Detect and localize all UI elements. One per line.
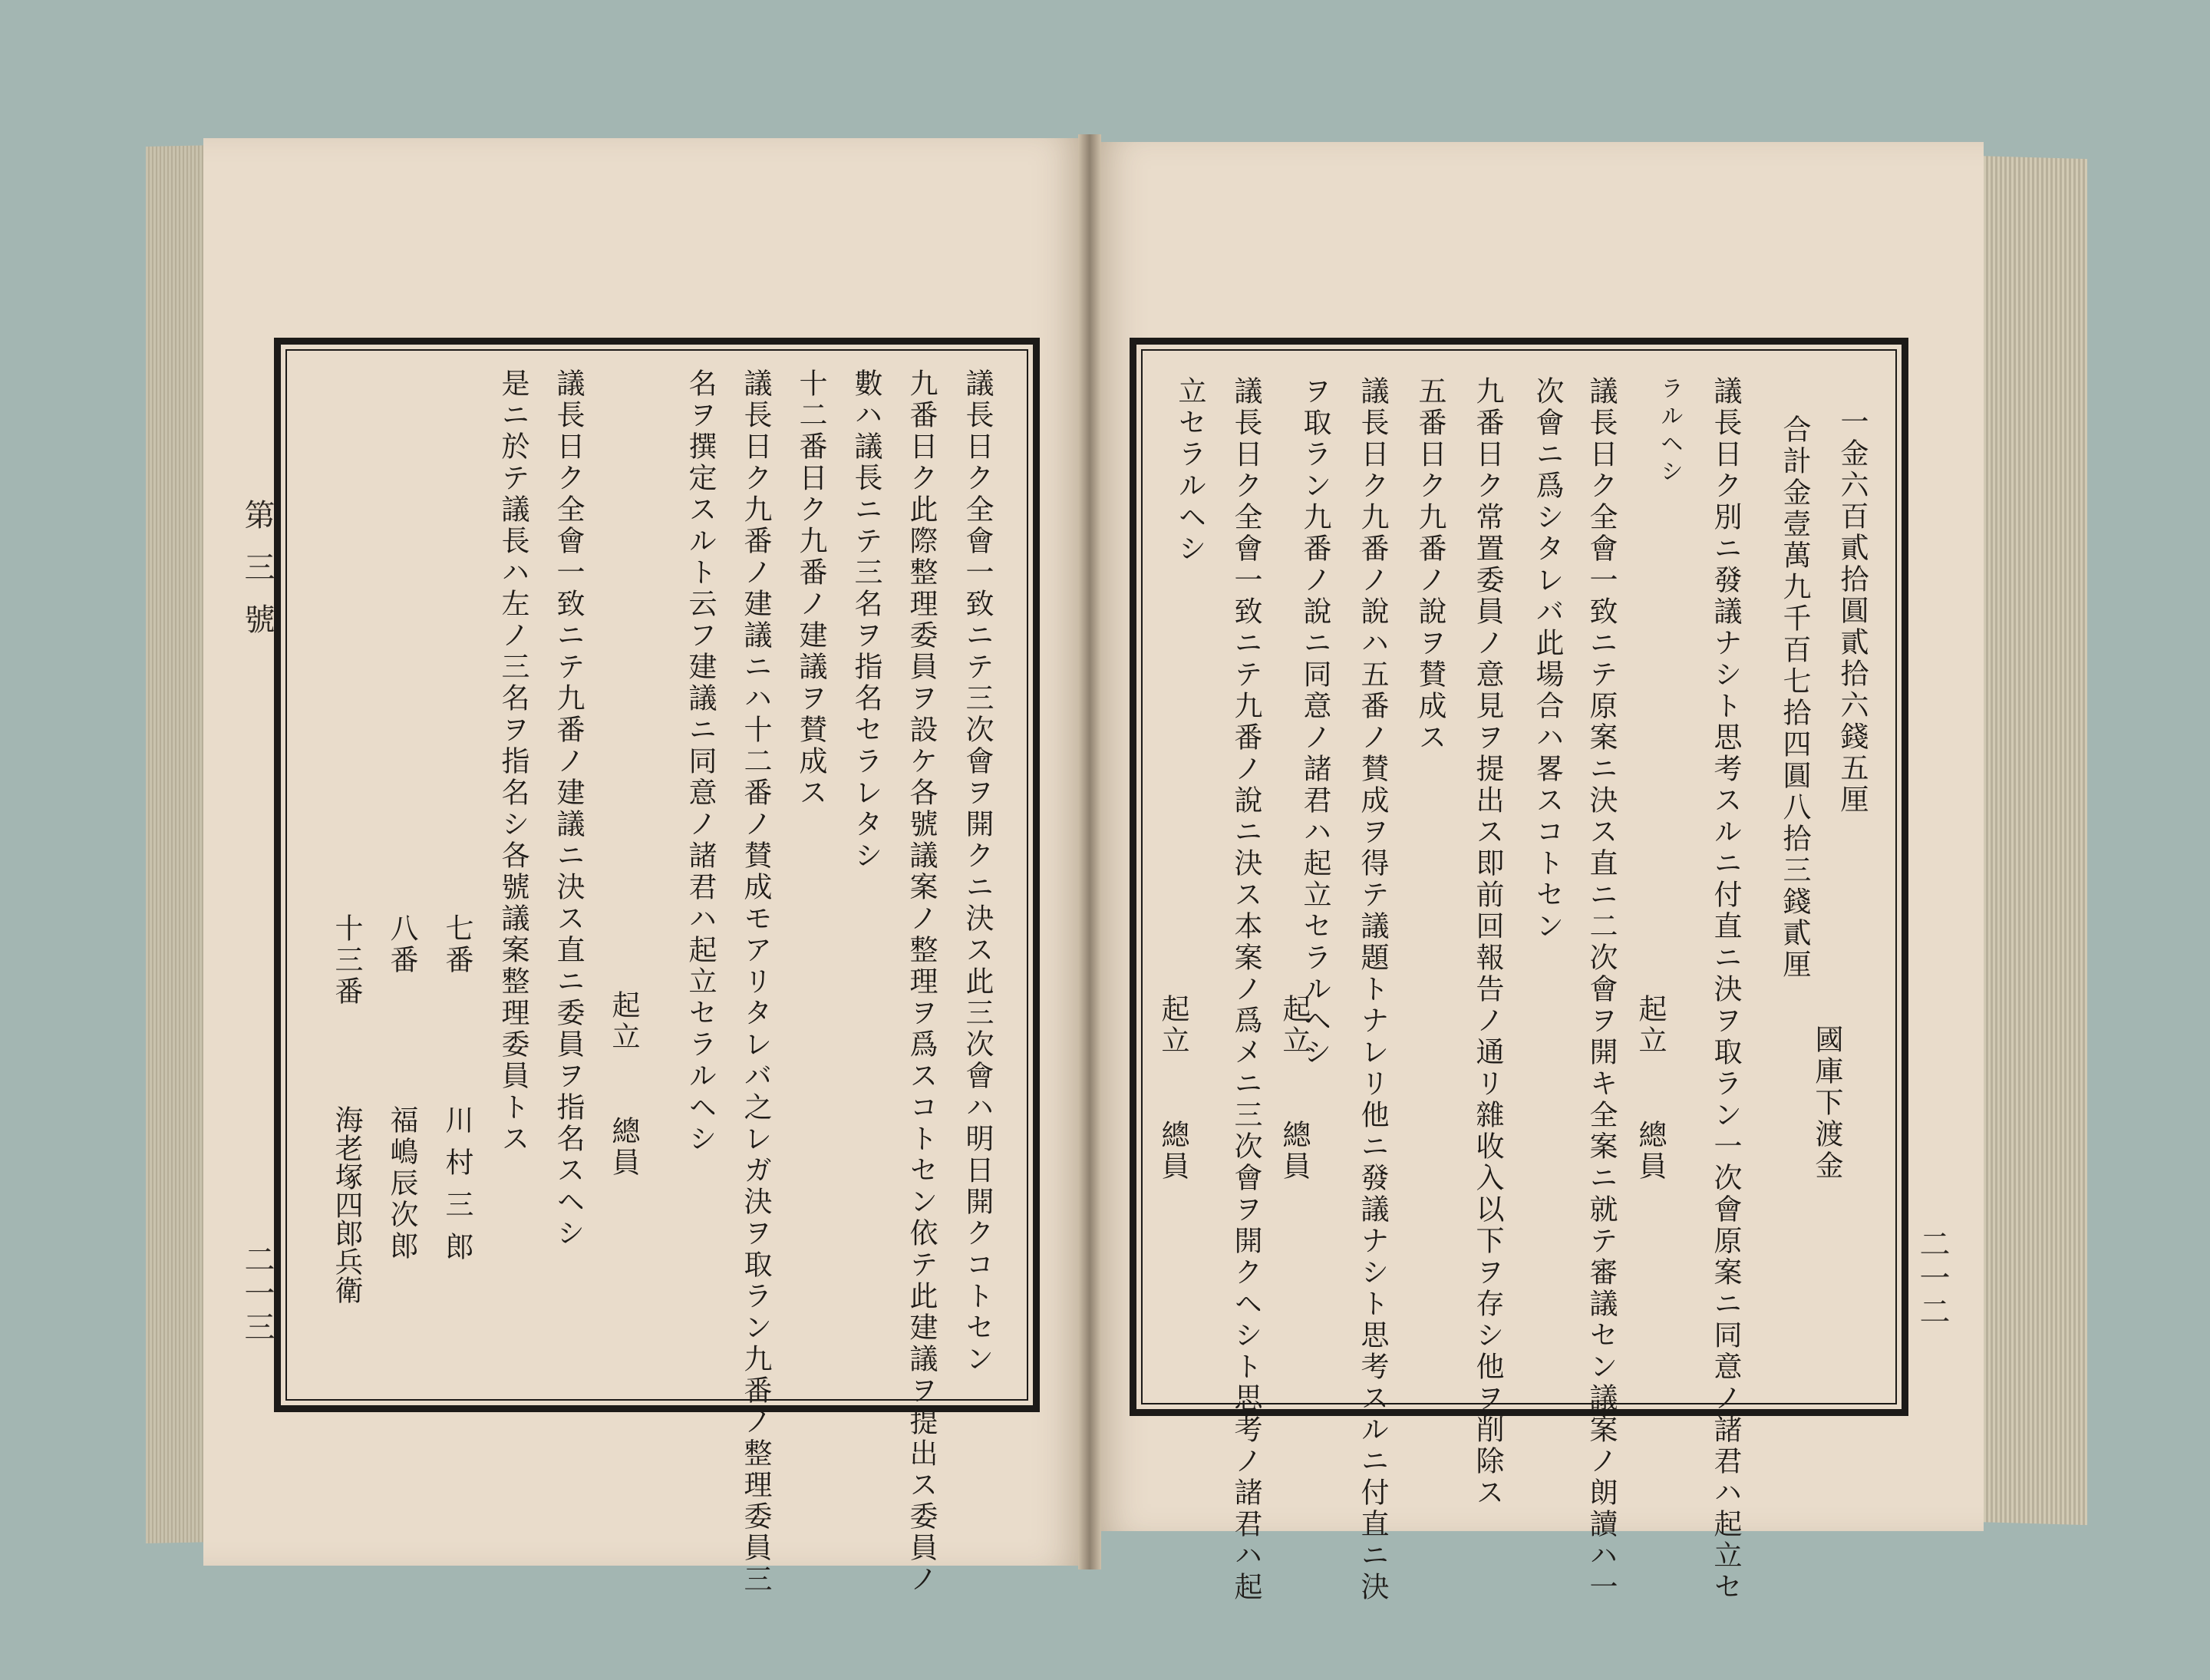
member-number-1: 七番 — [440, 913, 473, 976]
page-edges-right — [1972, 156, 2087, 1525]
member-number-3: 十三番 — [330, 913, 363, 1008]
left-column-5: 議長日ク九番ノ建議ニハ十二番ノ賛成モアリタレバ之レガ決ヲ取ラン九番ノ整理委員三 — [739, 368, 772, 1596]
left-column-4: 十二番日ク九番ノ建議ヲ賛成ス — [794, 368, 827, 809]
right-standing-vote-3: 起立 總員 — [1156, 994, 1189, 1183]
right-column-14: 議長日ク全會一致ニテ九番ノ說ニ決ス本案ノ爲メニ三次會ヲ開クヘシト思考ノ諸君ハ起 — [1229, 376, 1262, 1603]
book-gutter — [1078, 134, 1101, 1569]
right-column-10: 五番日ク九番ノ說ヲ賛成ス — [1413, 376, 1446, 754]
member-name-2: 福嶋辰次郎 — [385, 1105, 418, 1262]
right-column-4: 議長日ク別ニ發議ナシト思考スルニ付直ニ決ヲ取ラン一次會原案ニ同意ノ諸君ハ起立セ — [1709, 376, 1742, 1603]
national-treasury-grant: 國庫下渡金 — [1810, 1025, 1843, 1182]
member-name-3: 海老塚四郎兵衛 — [330, 1105, 363, 1304]
right-column-12: ヲ取ラン九番ノ說ニ同意ノ諸君ハ起立セラルヘシ — [1298, 376, 1331, 1068]
right-column-15: 立セラルヘシ — [1173, 376, 1206, 565]
left-column-9: 是ニ於テ議長ハ左ノ三名ヲ指名シ各號議案整理委員トス — [496, 368, 529, 1155]
right-standing-vote-1: 起立 總員 — [1634, 994, 1667, 1183]
right-folio: 二一二 — [1915, 1228, 1950, 1329]
right-column-2: 合計金壹萬九千百七拾四圓八拾三錢貳厘 — [1778, 414, 1811, 981]
right-column-5: ラルヘシ — [1656, 376, 1683, 487]
left-standing-vote: 起立 總員 — [607, 990, 640, 1179]
issue-title: 第三號 — [239, 499, 275, 655]
right-column-9: 九番日ク常置委員ノ意見ヲ提出ス即前回報告ノ通リ雜收入以下ヲ存シ他ヲ削除ス — [1471, 376, 1504, 1509]
member-number-2: 八番 — [385, 913, 418, 976]
member-name-1: 川村三郎 — [440, 1105, 473, 1274]
right-column-1: 一金六百貳拾圓貳拾六錢五厘 — [1836, 407, 1869, 816]
left-column-8: 議長日ク全會一致ニテ九番ノ建議ニ決ス直ニ委員ヲ指名スヘシ — [552, 368, 585, 1249]
right-standing-vote-2: 起立 總員 — [1278, 994, 1311, 1183]
right-column-7: 議長日ク全會一致ニテ原案ニ決ス直ニ二次會ヲ開キ全案ニ就テ審議セン議案ノ朗讀ハ一 — [1585, 376, 1618, 1603]
left-folio: 二一三 — [239, 1243, 275, 1345]
right-column-11: 議長日ク九番ノ說ハ五番ノ賛成ヲ得テ議題トナレリ他ニ發議ナシト思考スルニ付直ニ決 — [1356, 376, 1389, 1603]
left-column-3: 數ハ議長ニテ三名ヲ指名セラレタシ — [849, 368, 882, 872]
left-column-1: 議長日ク全會一致ニテ三次會ヲ開クニ決ス此三次會ハ明日開クコトセン — [961, 368, 994, 1375]
left-column-6: 名ヲ撰定スルト云フ建議ニ同意ノ諸君ハ起立セラルヘシ — [684, 368, 717, 1155]
left-column-2: 九番日ク此際整理委員ヲ設ケ各號議案ノ整理ヲ爲スコトセン依テ此建議ヲ提出ス委員ノ — [905, 368, 938, 1596]
right-column-8: 次會ニ爲シタレバ此場合ハ畧スコトセン — [1531, 376, 1564, 942]
